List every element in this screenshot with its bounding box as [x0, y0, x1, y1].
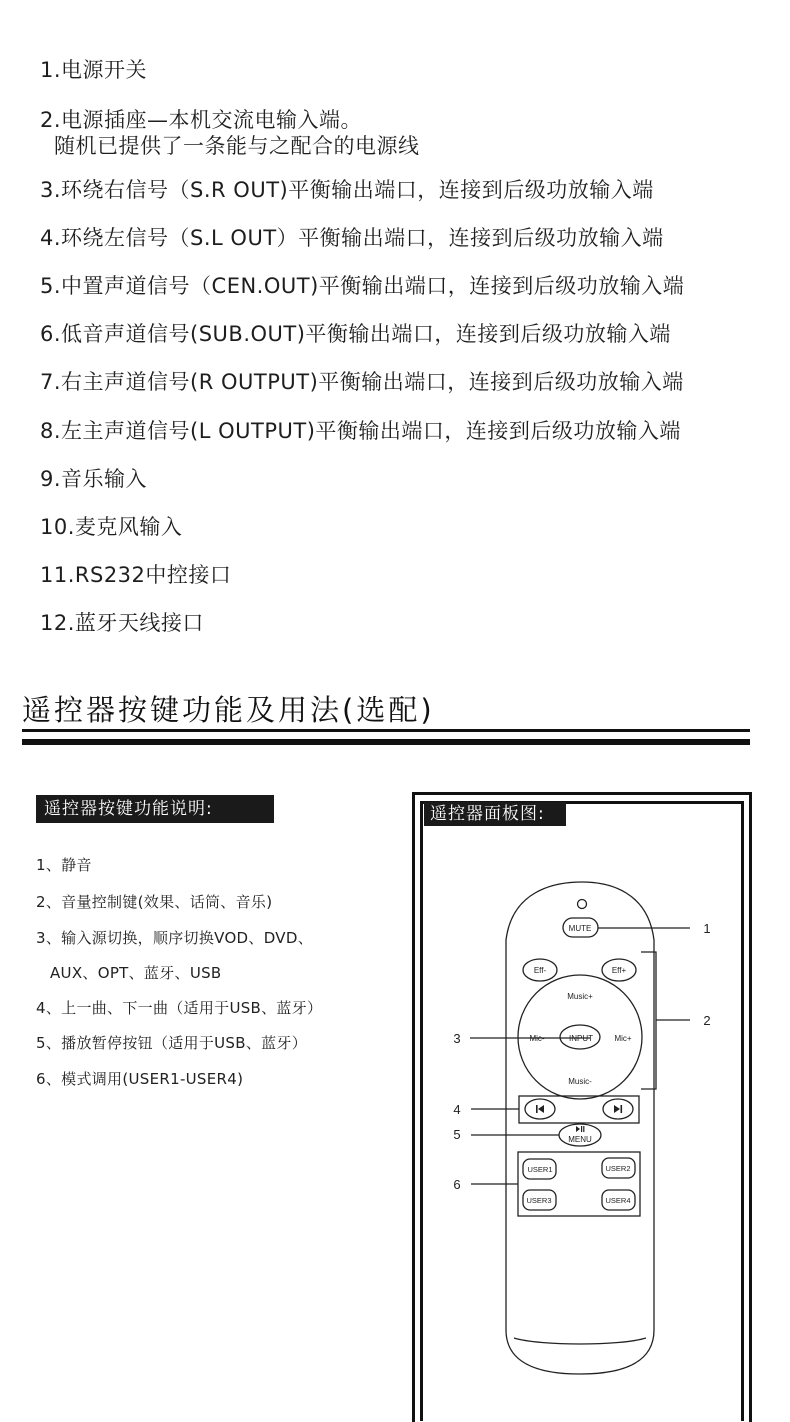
skip-next-icon: [614, 1105, 622, 1113]
port-item-5: 5.中置声道信号（CEN.OUT)平衡输出端口，连接到后级功放输入端: [40, 274, 685, 298]
callout-number-6: 6: [453, 1177, 461, 1192]
input-label: INPUT: [569, 1034, 593, 1043]
function-item: 1、静音: [36, 856, 92, 874]
function-item: 2、音量控制键(效果、话筒、音乐): [36, 893, 273, 911]
port-item-4: 4.环绕左信号（S.L OUT）平衡输出端口，连接到后级功放输入端: [40, 226, 664, 250]
user1-label: USER1: [527, 1165, 553, 1174]
port-item-10: 10.麦克风输入: [40, 515, 183, 539]
panel-heading: 遥控器面板图:: [424, 802, 566, 826]
function-item: 6、模式调用(USER1-USER4): [36, 1070, 244, 1088]
user2-label: USER2: [605, 1164, 631, 1173]
eff-plus-label: Eff+: [611, 966, 627, 975]
mute-label: MUTE: [568, 924, 592, 933]
music-minus-label: Music-: [568, 1077, 592, 1086]
ir-window-icon: [578, 900, 587, 909]
eff-minus-label: Eff-: [533, 966, 547, 975]
mic-plus-label: Mic+: [614, 1034, 632, 1043]
port-item-6: 6.低音声道信号(SUB.OUT)平衡输出端口，连接到后级功放输入端: [40, 322, 671, 346]
function-item: 3、输入源切换，顺序切换VOD、DVD、: [36, 929, 313, 947]
port-item-9: 9.音乐输入: [40, 467, 148, 491]
play-pause-icon: [576, 1126, 584, 1132]
callout-number-2: 2: [703, 1013, 711, 1028]
mic-minus-label: Mic-: [529, 1034, 545, 1043]
music-plus-label: Music+: [567, 992, 593, 1001]
user3-label: USER3: [526, 1196, 552, 1205]
callout-number-4: 4: [453, 1102, 461, 1117]
port-item-11: 11.RS232中控接口: [40, 563, 232, 587]
menu-label: MENU: [568, 1135, 592, 1144]
function-heading: 遥控器按键功能说明:: [36, 795, 274, 823]
callout-number-1: 1: [703, 921, 711, 936]
port-item-7: 7.右主声道信号(R OUTPUT)平衡输出端口，连接到后级功放输入端: [40, 370, 684, 394]
port-item-3: 3.环绕右信号（S.R OUT)平衡输出端口，连接到后级功放输入端: [40, 178, 654, 202]
function-item: 5、播放暂停按钮（适用于USB、蓝牙）: [36, 1034, 308, 1052]
port-item-8: 8.左主声道信号(L OUTPUT)平衡输出端口，连接到后级功放输入端: [40, 419, 681, 443]
skip-previous-icon: [536, 1105, 544, 1113]
callout-number-5: 5: [453, 1127, 461, 1142]
remote-bottom-cap: [514, 1338, 646, 1344]
user-button-group: [518, 1152, 640, 1216]
port-item-2: 2.电源插座—本机交流电输入端。 随机已提供了一条能与之配合的电源线: [40, 108, 420, 158]
callout-number-3: 3: [453, 1031, 461, 1046]
remote-body: [506, 882, 654, 1374]
user4-label: USER4: [605, 1196, 631, 1205]
port-item-1: 1.电源开关: [40, 58, 148, 82]
section-title: 遥控器按键功能及用法(选配): [22, 693, 435, 727]
function-item: AUX、OPT、蓝牙、USB: [50, 964, 222, 982]
function-item: 4、上一曲、下一曲（适用于USB、蓝牙）: [36, 999, 323, 1017]
port-item-12: 12.蓝牙天线接口: [40, 611, 204, 635]
